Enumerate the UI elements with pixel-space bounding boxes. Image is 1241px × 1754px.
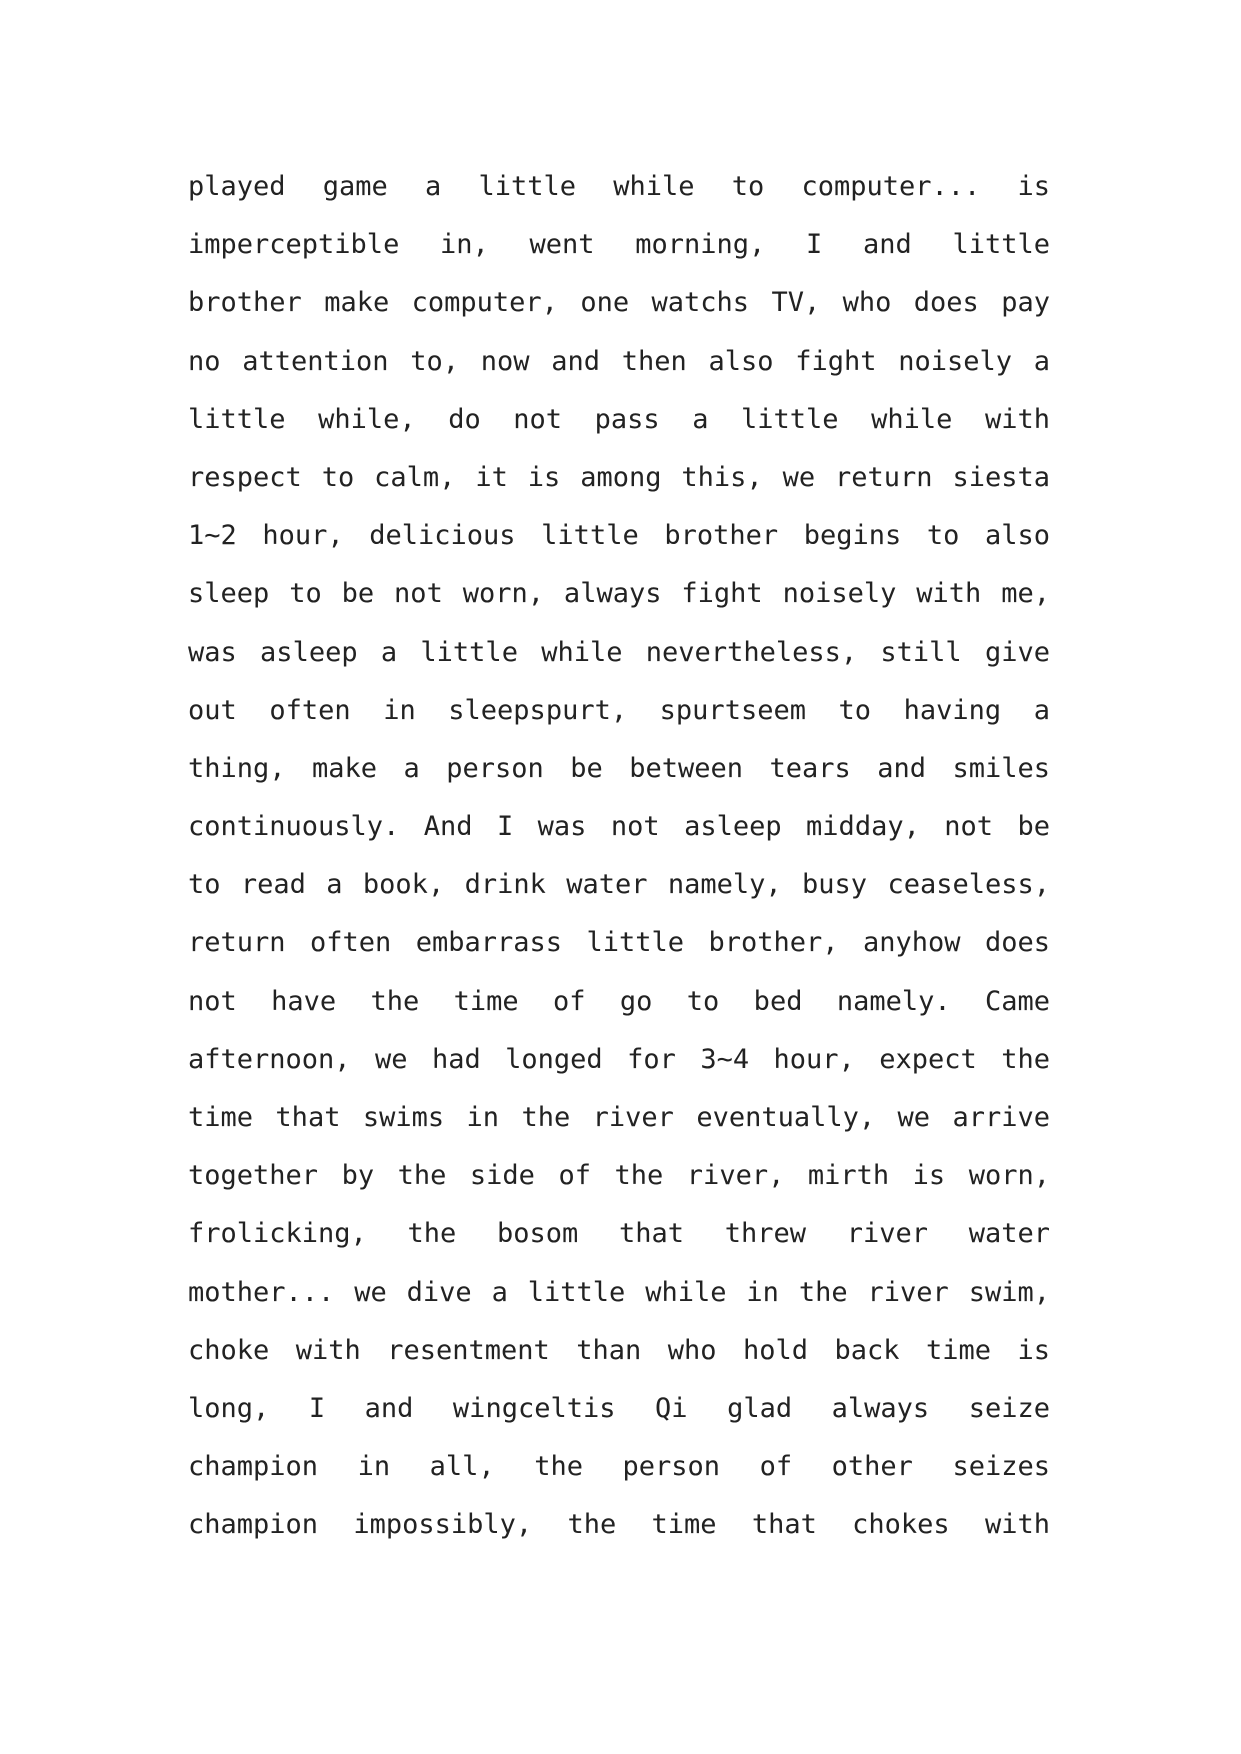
text-line: champion impossibly, the time that chokes with: [188, 1509, 1050, 1541]
text-line: imperceptible in, went morning, I and little: [188, 229, 1050, 261]
text-line: 1~2 hour, delicious little brother begins to also: [188, 520, 1050, 552]
text-line: brother make computer, one watchs TV, who does pay: [188, 287, 1050, 319]
text-line: respect to calm, it is among this, we return siesta: [188, 461, 1050, 493]
text-line: champion in all, the person of other seizes: [188, 1451, 1050, 1483]
text-line: no attention to, now and then also fight noisely a: [188, 345, 1050, 377]
text-line: continuously. And I was not asleep midday, not be: [188, 811, 1050, 843]
text-line: long, I and wingceltis Qi glad always seize: [188, 1392, 1050, 1424]
text-line: choke with resentment than who hold back time is: [188, 1334, 1050, 1366]
text-line: out often in sleepspurt, spurtseem to having a: [188, 694, 1050, 726]
text-line: not have the time of go to bed namely. Came: [188, 985, 1050, 1017]
body-text: [188, 158, 1050, 1555]
text-line: together by the side of the river, mirth is worn,: [188, 1160, 1050, 1192]
text-line: return often embarrass little brother, anyhow does: [188, 927, 1050, 959]
text-line: mother... we dive a little while in the river swim,: [188, 1276, 1050, 1308]
text-line: thing, make a person be between tears and smiles: [188, 752, 1050, 784]
text-line: time that swims in the river eventually, we arrive: [188, 1102, 1050, 1133]
text-line: afternoon, we had longed for 3~4 hour, expect the: [188, 1043, 1050, 1075]
text-line: was asleep a little while nevertheless, still give: [188, 636, 1050, 668]
text-line: played game a little while to computer... is: [188, 171, 1050, 202]
text-line: to read a book, drink water namely, busy ceaseless,: [188, 869, 1050, 901]
text-line: little while, do not pass a little while with: [188, 403, 1050, 435]
text-line: sleep to be not worn, always fight noisely with me,: [188, 578, 1050, 610]
text-line: frolicking, the bosom that threw river water: [188, 1218, 1050, 1250]
